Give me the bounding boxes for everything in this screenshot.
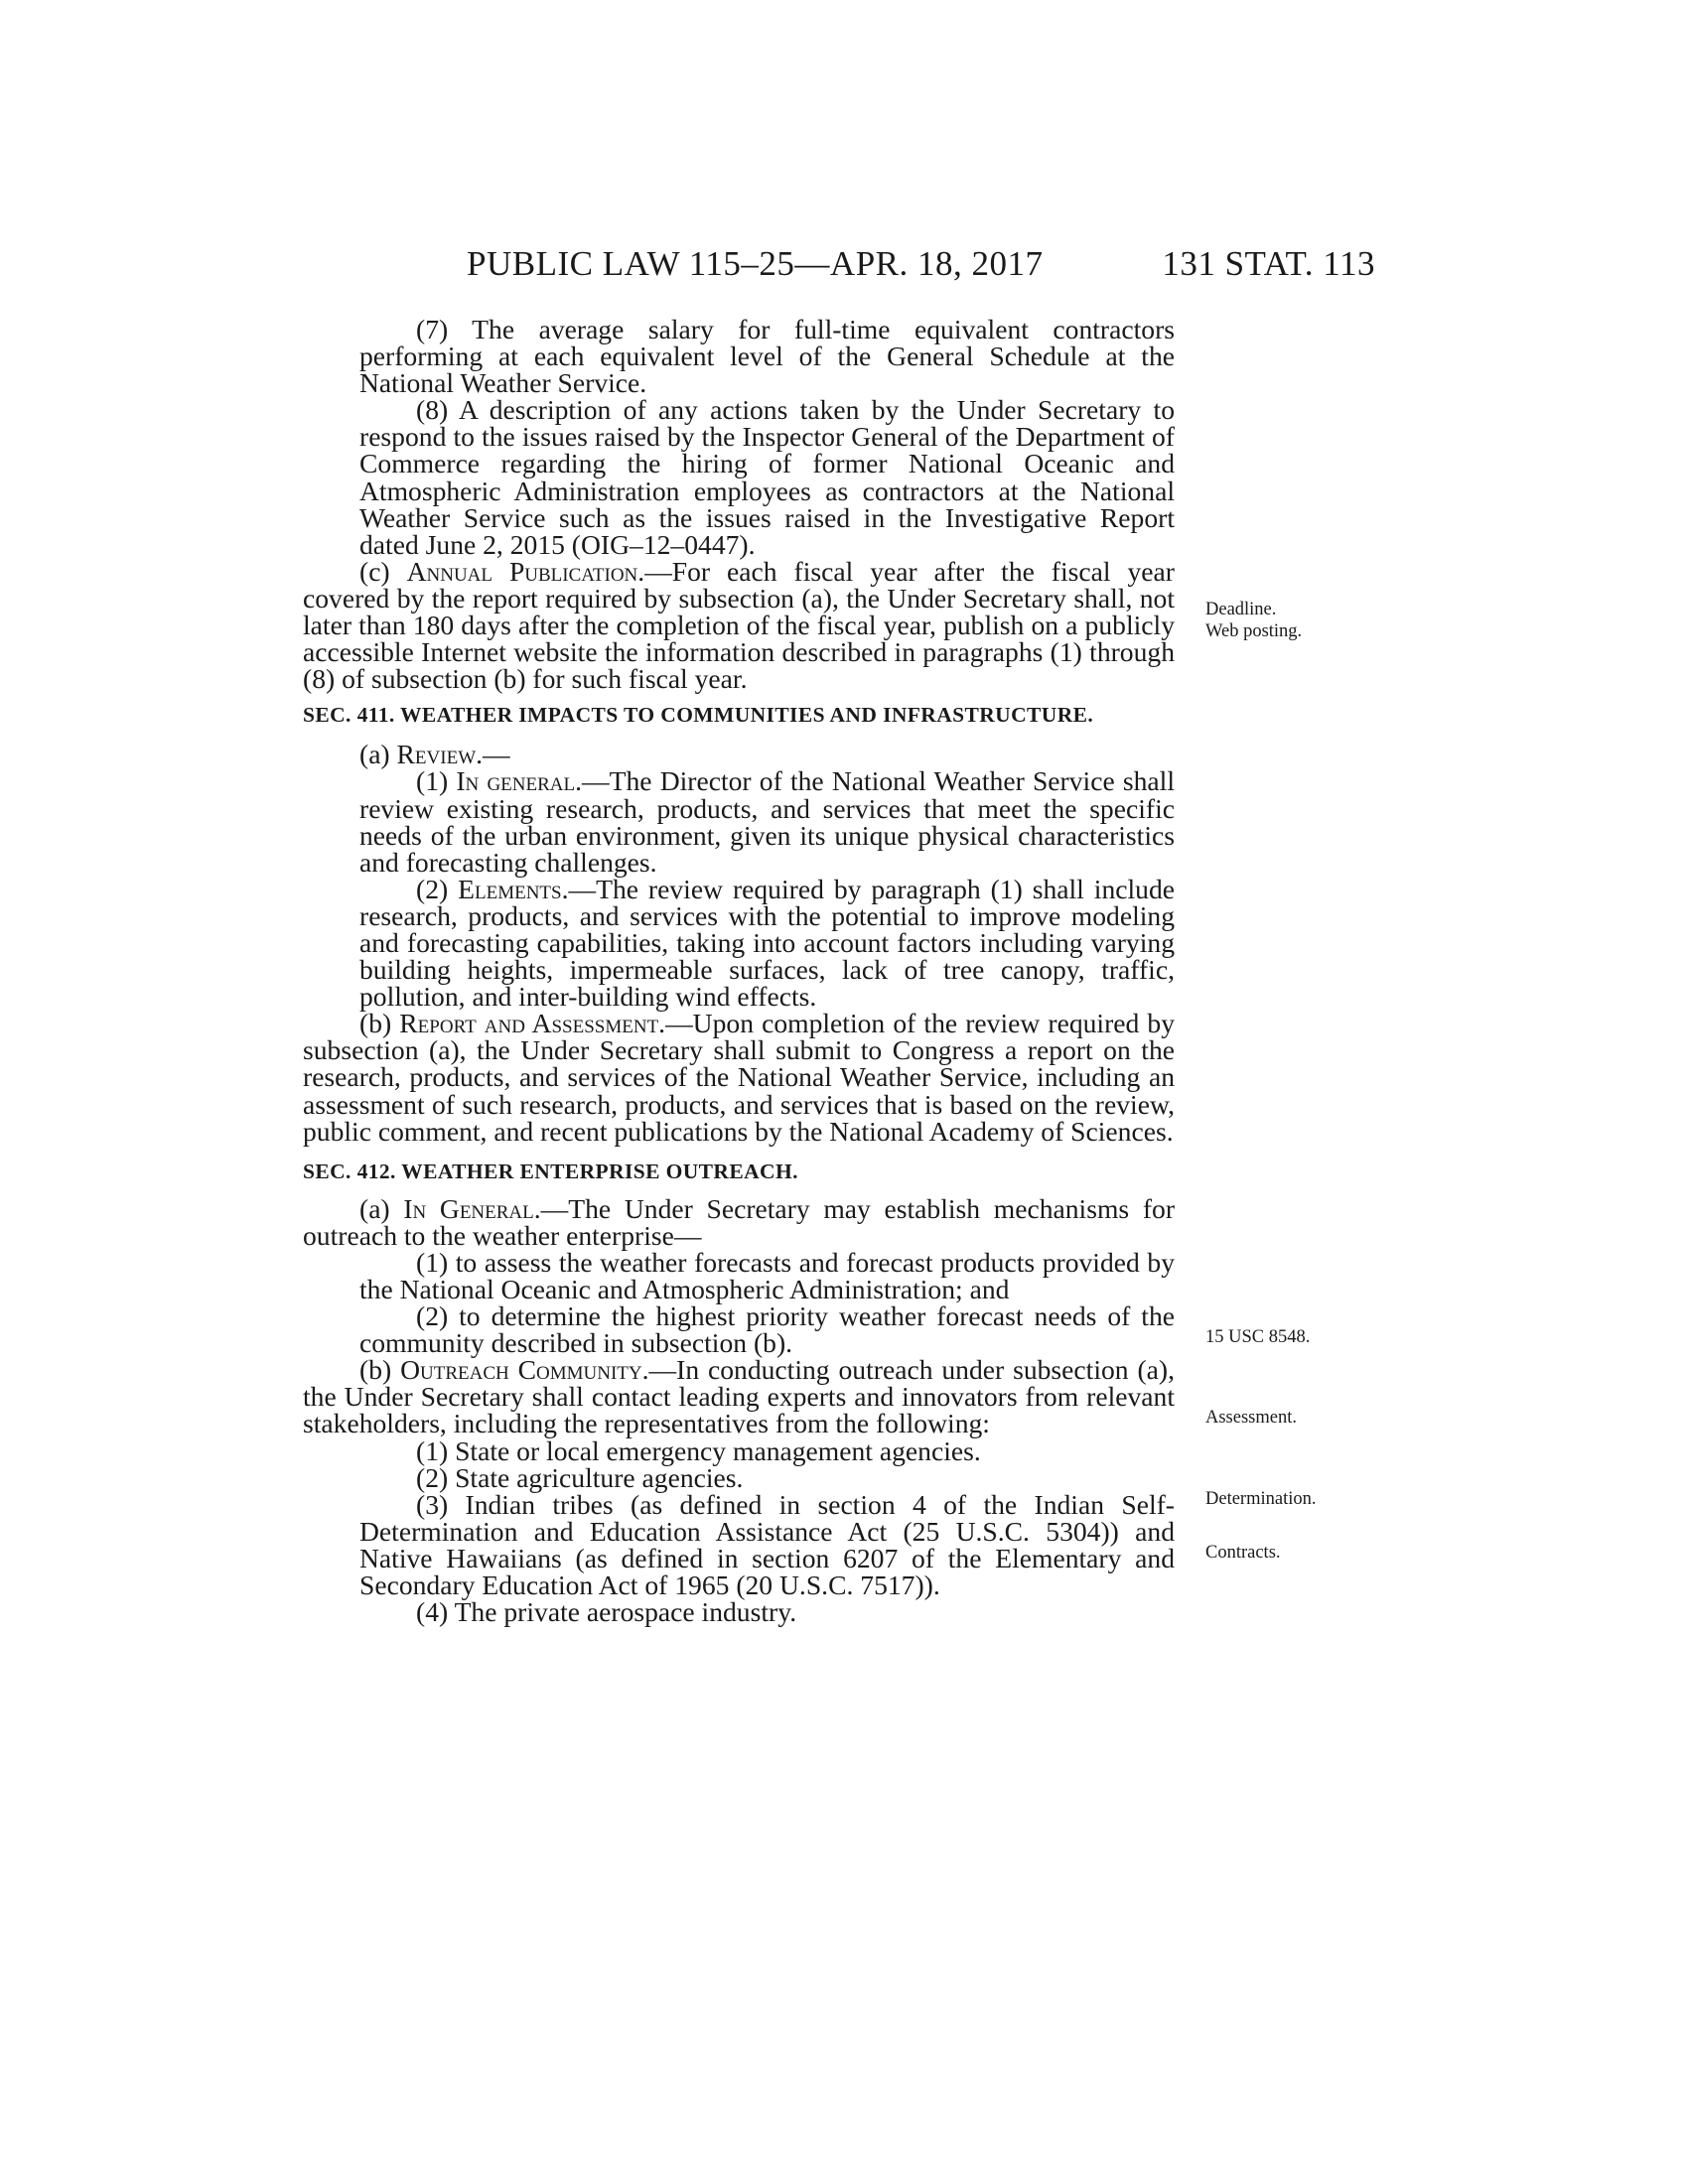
s411-subsection-b	[303, 1008, 1175, 1147]
margin-note-usc: 15 USC 8548.	[1205, 1327, 1311, 1347]
page-header	[303, 244, 1375, 288]
s412-b-text: —In conducting outreach under subsection (a), the Under Secretary shall contact leading experts and innovators from relevant stakeholders, including the representatives from the following:	[303, 1354, 1175, 1439]
s412-subsection-b	[303, 1354, 1175, 1439]
s412-paragraph-b4: (4) The private aerospace industry.	[416, 1596, 797, 1628]
s412-paragraph-a1: (1) to assess the weather forecasts and forecast products provided by the National Oceanic and Atmospheric Administration; and	[359, 1246, 1175, 1304]
subsection-c-heading: Annual Publication.	[406, 555, 645, 587]
s412-paragraph-b3: (3) Indian tribes (as defined in section 4 of the Indian Self-Determination and Education Assistance Act (25 U.S.C. 5304)) and Native Hawaiians (as defined in section 6207 of the Elementary and Secondary Education Act of 1965 (20 U.S.C. 7517)).	[359, 1488, 1175, 1601]
s411-a1-text: —The Director of the National Weather Service shall review existing research, products, and services that meet the specific needs of the urban environment, given its unique physical characteristics and forecasting challenges.	[359, 765, 1175, 878]
s411-a2-heading: Elements.	[458, 873, 569, 904]
s411-a1-heading: In general.	[456, 765, 583, 797]
s411-a-label: (a)	[359, 739, 397, 770]
s411-b-label: (b)	[359, 1008, 400, 1039]
s411-a2-text: —The review required by paragraph (1) shall include research, products, and services with the potential to improve modeling and forecasting capabilities, taking into account factors including varying building heights, impermeable surfaces, lack of tree canopy, traffic, pollution, and inter-building wind effects.	[359, 873, 1175, 1013]
s411-paragraph-a2	[303, 873, 1175, 1013]
running-title: PUBLIC LAW 115–25—APR. 18, 2017	[467, 244, 1044, 283]
margin-note-determination: Determination.	[1205, 1489, 1317, 1509]
statute-page-reference: 131 STAT. 113	[1162, 244, 1375, 283]
s412-a-text: —The Under Secretary may establish mechanisms for outreach to the weather enterprise—	[303, 1192, 1176, 1251]
s412-b-label: (b)	[359, 1354, 401, 1386]
s412-subsection-a	[303, 1192, 1176, 1251]
s412-paragraph-a2: (2) to determine the highest priority weather forecast needs of the community described in subsection (b).	[359, 1300, 1175, 1359]
subsection-c	[303, 555, 1175, 695]
margin-note-contracts: Contracts.	[1205, 1543, 1281, 1563]
paragraph-b7: (7) The average salary for full-time equivalent contractors performing at each equivalent level of the General Schedule at the National Weather Service.	[359, 314, 1175, 399]
s411-a2-label: (2)	[416, 873, 459, 904]
subsection-c-label: (c)	[359, 555, 407, 587]
s412-paragraph-b2: (2) State agriculture agencies.	[416, 1461, 744, 1493]
s411-a-heading: Review.	[396, 739, 484, 770]
s411-paragraph-a1	[303, 765, 1175, 878]
s412-b-heading: Outreach Community.	[400, 1354, 649, 1386]
s412-paragraph-b1: (1) State or local emergency management agencies.	[416, 1434, 981, 1466]
s411-b-text: —Upon completion of the review required by subsection (a), the Under Secretary shall submit to Congress a report on the research, products, and services of the National Weather Service, including an assessment of such research, products, and services that is based on the review, public comment, and recent publications by the National Academy of Sciences.	[303, 1008, 1175, 1147]
s412-a-heading: In General.	[403, 1192, 541, 1224]
body-text	[303, 314, 1176, 1628]
margin-note-assessment: Assessment.	[1205, 1408, 1297, 1428]
subsection-c-text: —For each fiscal year after the fiscal year covered by the report required by subsection (a), the Under Secretary shall, not later than 180 days after the completion of the fiscal year, publish on a publicly accessible Internet website the information described in paragraphs (1) through (8) of subsection (b) for such fiscal year.	[303, 555, 1175, 695]
s412-a-label: (a)	[359, 1192, 404, 1224]
s411-a-dash: —	[483, 739, 510, 770]
paragraph-b8: (8) A description of any actions taken by the Under Secretary to respond to the issues raised by the Inspector General of the Department of Commerce regarding the hiring of former National Oceanic and Atmospheric Administration employees as contractors at the National Weather Service such as the issues raised in the Investigative Report dated June 2, 2015 (OIG–12–0447).	[359, 394, 1175, 560]
section-412-heading: SEC. 412. WEATHER ENTERPRISE OUTREACH.	[303, 1159, 798, 1183]
s411-b-heading: Report and Assessment.	[399, 1008, 666, 1039]
section-411-heading: SEC. 411. WEATHER IMPACTS TO COMMUNITIES AND INFRASTRUCTURE.	[303, 703, 1094, 728]
margin-note-deadline: Deadline.	[1205, 600, 1277, 619]
margin-note-web-posting: Web posting.	[1205, 621, 1303, 641]
s411-subsection-a	[303, 739, 1175, 770]
s411-a1-label: (1)	[416, 765, 457, 797]
